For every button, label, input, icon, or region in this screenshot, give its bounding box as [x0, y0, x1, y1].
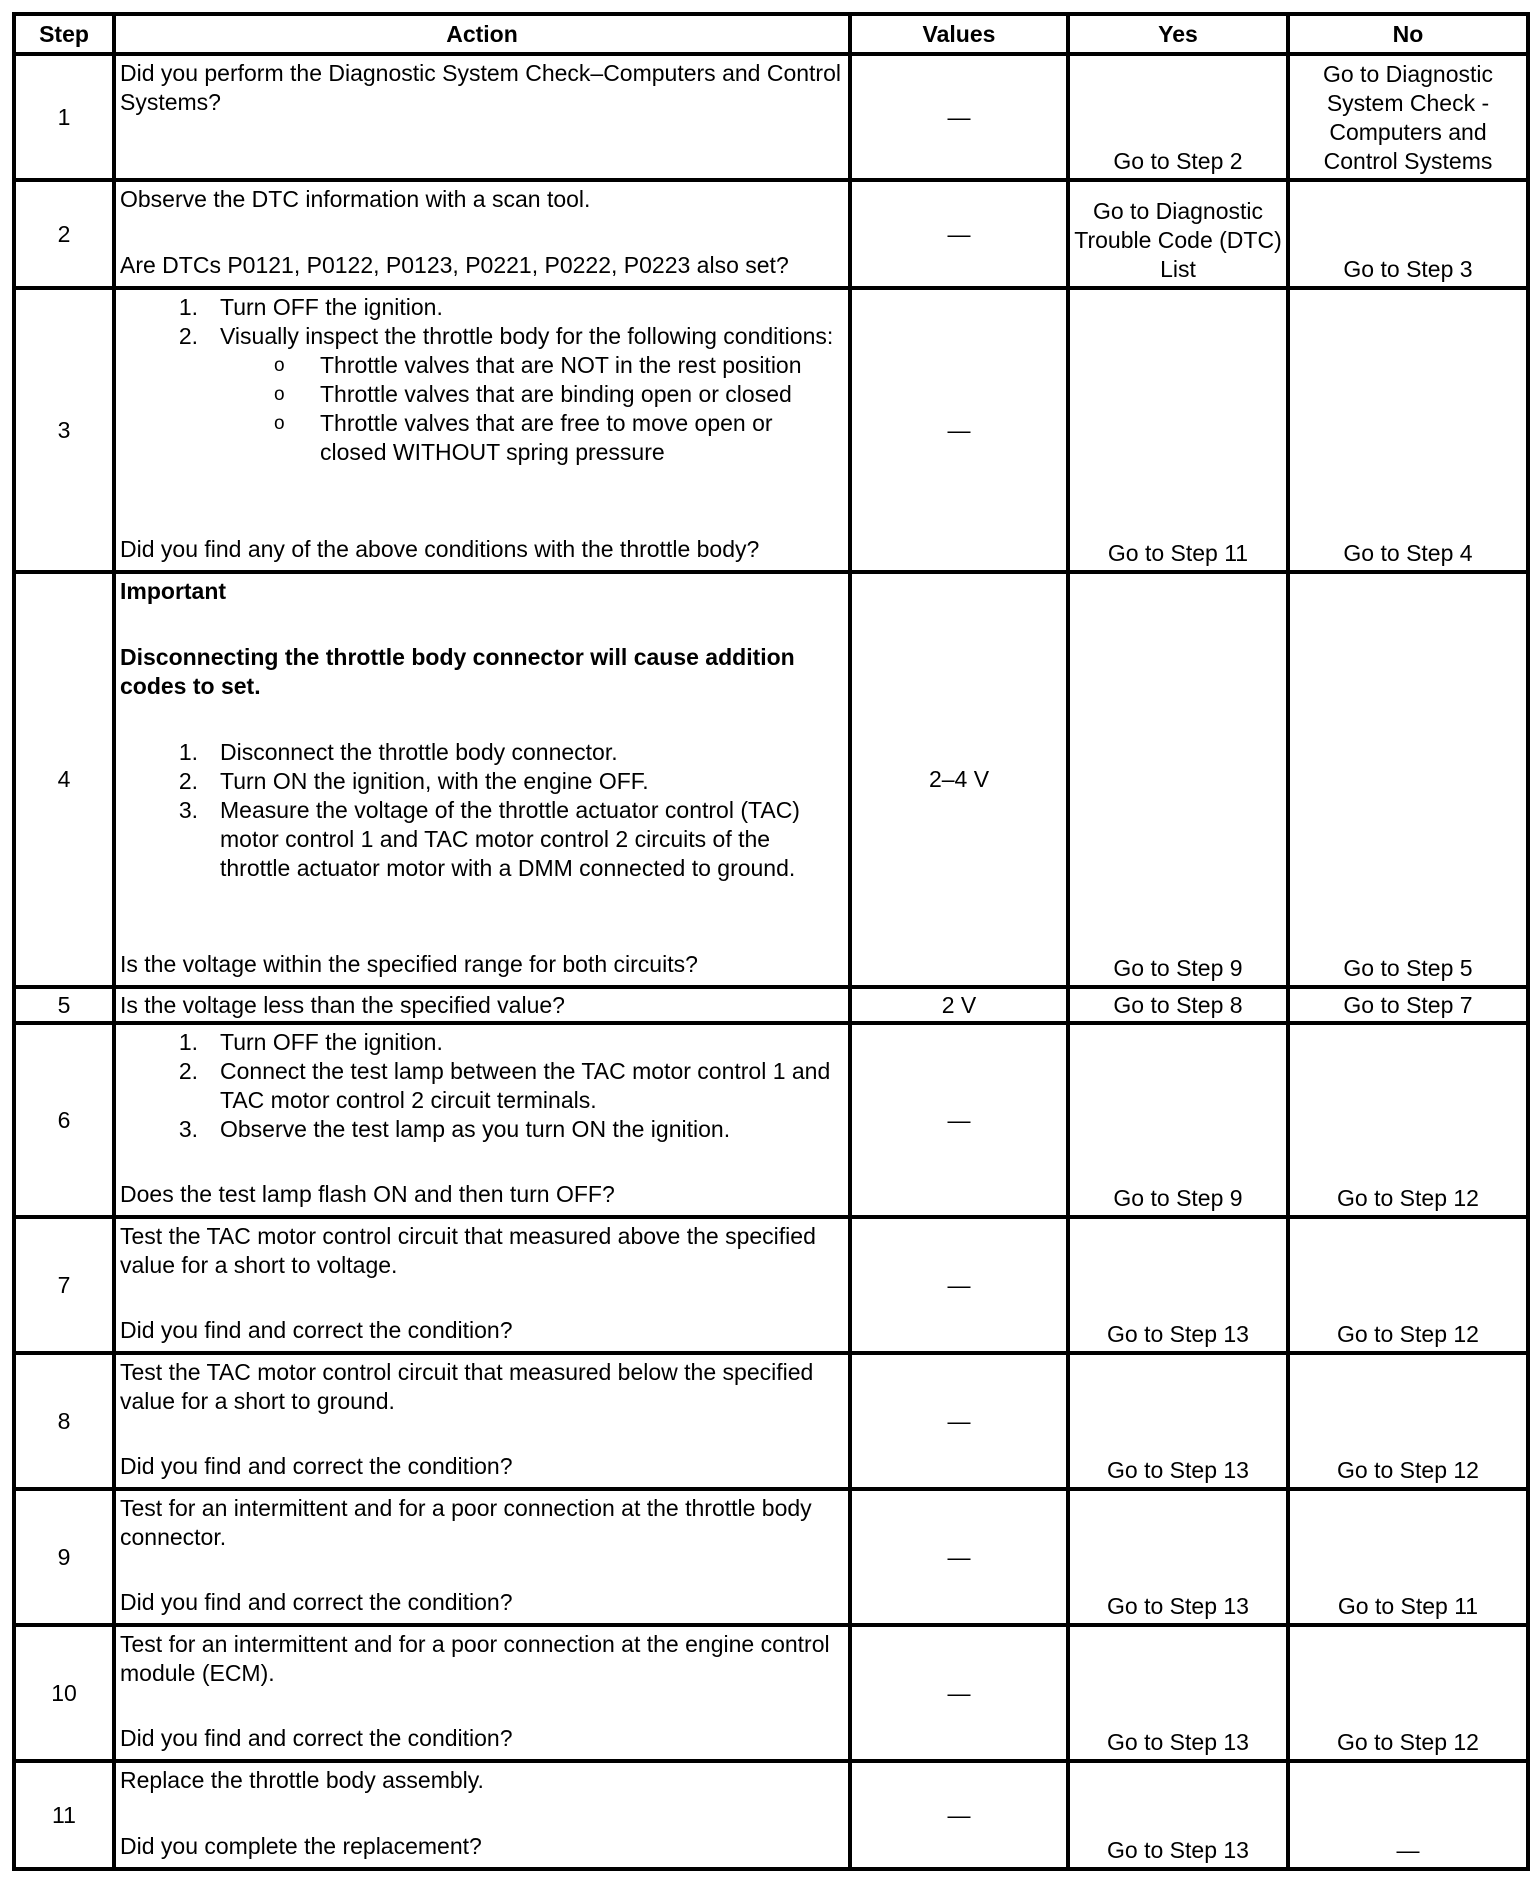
bullet-icon: o	[274, 384, 285, 405]
important-title: Important	[120, 578, 227, 604]
header-no: No	[1288, 14, 1528, 54]
yes-cell: Go to Step 8	[1068, 987, 1288, 1023]
action-cell	[114, 572, 850, 987]
procedure-step: 2. Connect the test lamp between the TAC motor control 1 and TAC motor control 2 circuit terminals.	[178, 1058, 831, 1113]
table-row	[14, 572, 1528, 987]
procedure-step: 2. Visually inspect the throttle body for the following conditions:	[178, 323, 834, 349]
table-row	[14, 1217, 1528, 1353]
value-cell: 2 V	[850, 987, 1068, 1023]
table-row	[14, 1489, 1528, 1625]
step-number: 11	[14, 1761, 114, 1869]
no-cell: —	[1288, 1761, 1528, 1869]
action-cell	[114, 987, 850, 1023]
yes-cell: Go to Step 13	[1068, 1625, 1288, 1761]
yes-cell: Go to Step 11	[1068, 288, 1288, 572]
action-text: Replace the throttle body assembly.	[120, 1767, 484, 1793]
step-number: 10	[14, 1625, 114, 1761]
action-cell	[114, 1023, 850, 1217]
step-number: 5	[14, 987, 114, 1023]
yes-cell: Go to Step 9	[1068, 1023, 1288, 1217]
value-cell: —	[850, 54, 1068, 180]
header-action: Action	[114, 14, 850, 54]
no-cell: Go to Step 11	[1288, 1489, 1528, 1625]
action-text: Did you perform the Diagnostic System Check–Computers and Control Systems?	[120, 60, 841, 115]
step-number: 2	[14, 180, 114, 288]
action-cell	[114, 1353, 850, 1489]
diagnostic-table	[12, 12, 1530, 1871]
no-cell: Go to Step 7	[1288, 987, 1528, 1023]
table-row	[14, 1625, 1528, 1761]
condition-item: o Throttle valves that are binding open or closed	[274, 381, 792, 407]
step-number: 6	[14, 1023, 114, 1217]
action-cell	[114, 1217, 850, 1353]
action-cell	[114, 1625, 850, 1761]
action-question: Did you find and correct the condition?	[120, 1725, 513, 1751]
step-number: 7	[14, 1217, 114, 1353]
action-cell	[114, 1761, 850, 1869]
condition-list	[120, 351, 844, 467]
action-cell	[114, 288, 850, 572]
table-row	[14, 54, 1528, 180]
table-row	[14, 1761, 1528, 1869]
action-question: Are DTCs P0121, P0122, P0123, P0221, P0222, P0223 also set?	[120, 252, 789, 278]
yes-cell: Go to Step 13	[1068, 1217, 1288, 1353]
value-cell: —	[850, 288, 1068, 572]
yes-cell: Go to Step 2	[1068, 54, 1288, 180]
step-number: 4	[14, 572, 114, 987]
action-question: Did you find and correct the condition?	[120, 1453, 513, 1479]
procedure-step: 1. Turn OFF the ignition.	[178, 294, 443, 320]
table-row	[14, 1353, 1528, 1489]
header-values: Values	[850, 14, 1068, 54]
condition-item: o Throttle valves that are NOT in the rest position	[274, 352, 802, 378]
table-row	[14, 987, 1528, 1023]
diagnostic-table-sheet	[12, 12, 1526, 1871]
action-cell	[114, 54, 850, 180]
bullet-icon: o	[274, 355, 285, 376]
value-cell: —	[850, 1353, 1068, 1489]
header-step: Step	[14, 14, 114, 54]
no-cell: Go to Step 4	[1288, 288, 1528, 572]
no-cell: Go to Step 12	[1288, 1217, 1528, 1353]
value-cell: —	[850, 1217, 1068, 1353]
value-cell: —	[850, 180, 1068, 288]
step-number: 9	[14, 1489, 114, 1625]
condition-item: o Throttle valves that are free to move open or closed WITHOUT spring pressure	[274, 410, 773, 465]
important-note: Disconnecting the throttle body connector will cause addition codes to set.	[120, 644, 795, 699]
action-question: Is the voltage within the specified range for both circuits?	[120, 951, 698, 977]
yes-cell: Go to Step 13	[1068, 1761, 1288, 1869]
no-cell: Go to Step 12	[1288, 1023, 1528, 1217]
procedure-step: 2. Turn ON the ignition, with the engine OFF.	[178, 768, 649, 794]
action-question: Does the test lamp flash ON and then turn OFF?	[120, 1181, 615, 1207]
procedure-steps	[120, 1028, 844, 1144]
bullet-icon: o	[274, 413, 285, 434]
yes-cell: Go to Diagnostic Trouble Code (DTC) List	[1068, 180, 1288, 288]
value-cell: —	[850, 1489, 1068, 1625]
action-question: Did you complete the replacement?	[120, 1833, 482, 1859]
action-text: Test for an intermittent and for a poor connection at the engine control module (ECM).	[120, 1631, 830, 1686]
yes-cell: Go to Step 13	[1068, 1489, 1288, 1625]
no-cell: Go to Diagnostic System Check - Computers and Control Systems	[1288, 54, 1528, 180]
action-question: Is the voltage less than the specified value?	[120, 991, 565, 1018]
value-cell: —	[850, 1625, 1068, 1761]
header-yes: Yes	[1068, 14, 1288, 54]
header-row	[14, 14, 1528, 54]
yes-cell: Go to Step 13	[1068, 1353, 1288, 1489]
no-cell: Go to Step 12	[1288, 1625, 1528, 1761]
action-question: Did you find any of the above conditions with the throttle body?	[120, 536, 760, 562]
table-row	[14, 1023, 1528, 1217]
value-cell: 2–4 V	[850, 572, 1068, 987]
action-cell	[114, 1489, 850, 1625]
action-question: Did you find and correct the condition?	[120, 1589, 513, 1615]
action-text: Test for an intermittent and for a poor connection at the throttle body connector.	[120, 1495, 812, 1550]
step-number: 1	[14, 54, 114, 180]
table-row	[14, 288, 1528, 572]
action-text: Test the TAC motor control circuit that measured above the specified value for a short to voltage.	[120, 1223, 816, 1278]
no-cell: Go to Step 12	[1288, 1353, 1528, 1489]
action-text: Test the TAC motor control circuit that measured below the specified value for a short to ground.	[120, 1359, 814, 1414]
action-text: Observe the DTC information with a scan tool.	[120, 186, 591, 212]
step-number: 3	[14, 288, 114, 572]
action-cell	[114, 180, 850, 288]
table-row	[14, 180, 1528, 288]
value-cell: —	[850, 1761, 1068, 1869]
procedure-steps	[120, 293, 844, 351]
procedure-steps	[120, 738, 844, 883]
no-cell: Go to Step 5	[1288, 572, 1528, 987]
yes-cell: Go to Step 9	[1068, 572, 1288, 987]
procedure-step: 3. Measure the voltage of the throttle actuator control (TAC) motor control 1 and TAC motor control 2 circuits of the throttle actuator motor with a DMM connected to ground.	[178, 797, 800, 881]
procedure-step: 1. Disconnect the throttle body connector.	[178, 739, 618, 765]
step-number: 8	[14, 1353, 114, 1489]
procedure-step: 1. Turn OFF the ignition.	[178, 1029, 443, 1055]
value-cell: —	[850, 1023, 1068, 1217]
procedure-step: 3. Observe the test lamp as you turn ON the ignition.	[178, 1116, 731, 1142]
no-cell: Go to Step 3	[1288, 180, 1528, 288]
action-question: Did you find and correct the condition?	[120, 1317, 513, 1343]
